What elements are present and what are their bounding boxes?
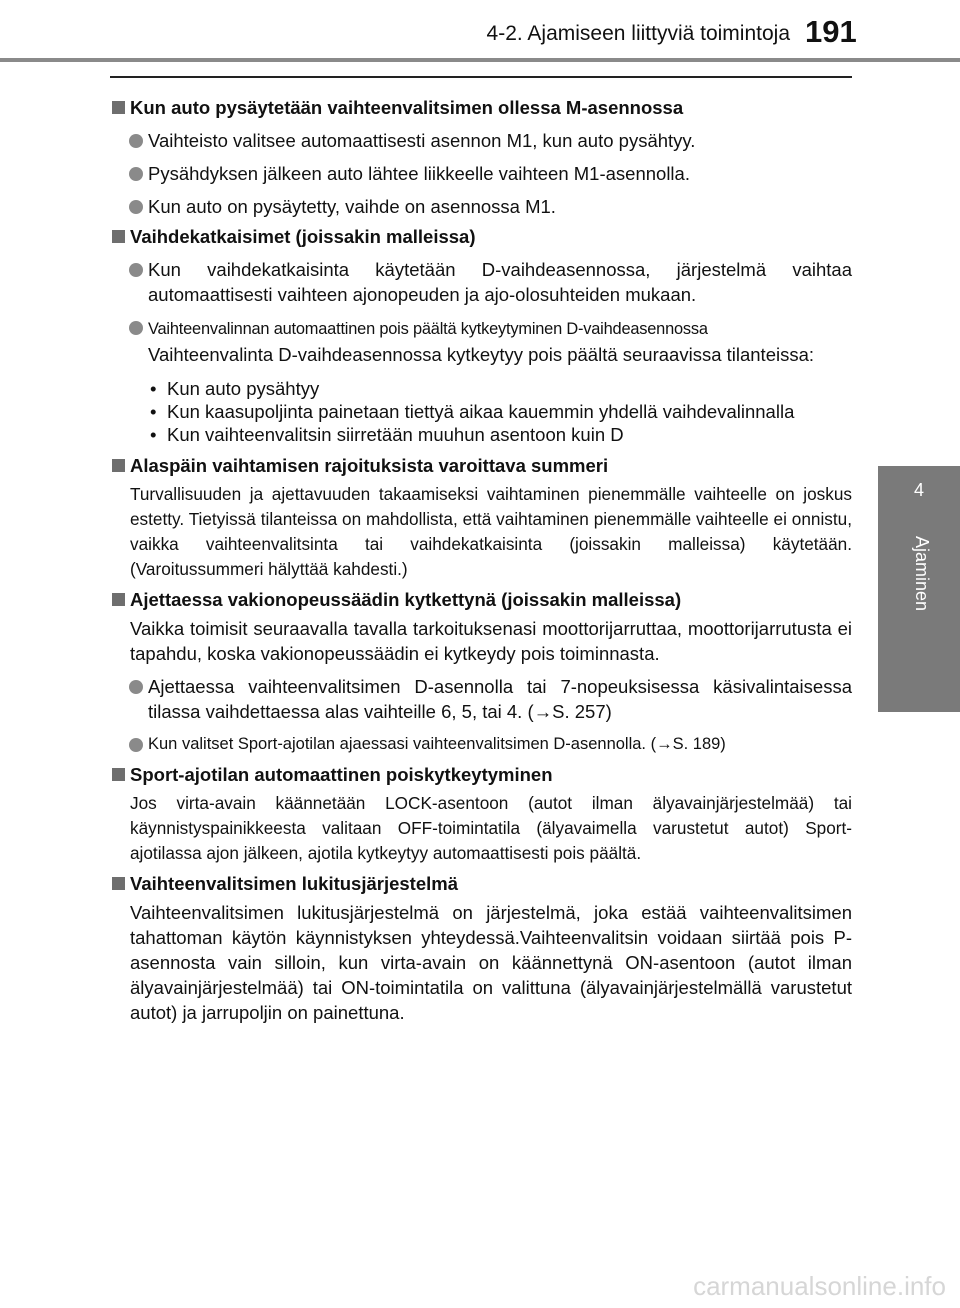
chapter-name: Ajaminen <box>912 536 932 612</box>
bullet-item <box>110 194 852 219</box>
content-top-rule <box>110 76 852 78</box>
sub-list <box>110 377 852 446</box>
sub-item-text: Kun vaihteenvalitsin siirretään muuhun asentoon kuin D <box>167 424 624 445</box>
sub-item-text: Kun auto pysähtyy <box>167 378 320 399</box>
round-bullet-icon <box>129 167 143 181</box>
heading-text: Sport-ajotilan automaattinen poiskytkeytyminen <box>130 764 553 785</box>
square-bullet-icon <box>112 593 125 606</box>
bullet-text: Kun valitset Sport-ajotilan ajaessasi vaihteenvalitsimen D-asennolla. (→S. 189) <box>148 735 726 753</box>
bullet-text: Vaihteisto valitsee automaattisesti asennon M1, kun auto pysähtyy. <box>148 130 696 151</box>
sub-bullet-icon: • <box>150 424 157 445</box>
heading-text: Alaspäin vaihtamisen rajoituksista varoittava summeri <box>130 455 609 476</box>
heading <box>110 225 852 249</box>
round-bullet-icon <box>129 321 143 335</box>
square-bullet-icon <box>112 230 125 243</box>
round-bullet-icon <box>129 134 143 148</box>
round-bullet-icon <box>129 680 143 694</box>
paragraph: Jos virta-avain käännetään LOCK-asentoon (autot ilman älyavainjärjestelmää) tai käynnistyspainikkeesta valitaan OFF-toimintatila (älyavaimella varustetut autot) Sport-ajotilassa ajon jälkeen, ajotila kytkeytyy automaattisesti pois päältä. <box>130 793 852 863</box>
sub-bullet-icon: • <box>150 378 157 399</box>
square-bullet-icon <box>112 101 125 114</box>
sub-bullet-icon: • <box>150 401 157 422</box>
page-content <box>110 90 852 1031</box>
chapter-side-tab[interactable] <box>878 466 960 712</box>
paragraph: Turvallisuuden ja ajettavuuden takaamiseksi vaihtaminen pienemmälle vaihteelle on joskus estetty. Tietyissä tilanteissa on mahdollista, että vaihtaminen pienemmälle vaihteelle ei onnistu, vaikka vaihteenvalitsinta tai vaihdekatkaisinta (joissakin malleissa) käytetään. (Varoitussummeri hälyttää kahdesti.) <box>130 484 852 579</box>
bullet-text: Kun vaihdekatkaisinta käytetään D-vaihdeasennossa, järjestelmä vaihtaa automaattisesti vaihteen ajonopeuden ja ajo-olosuhteiden mukaan. <box>148 259 852 305</box>
heading <box>110 588 852 612</box>
bullet-item <box>110 161 852 186</box>
bullet-text: Ajettaessa vaihteenvalitsimen D-asennolla tai 7-nopeuksisessa käsivalintaisessa tilassa vaihdettaessa alas vaihteille 6, 5, tai 4. (→S. 257) <box>148 676 852 722</box>
heading-text: Vaihteenvalitsimen lukitusjärjestelmä <box>130 873 459 894</box>
heading-text: Ajettaessa vakionopeussäädin kytkettynä (joissakin malleissa) <box>130 589 682 610</box>
bullet-text: Kun auto on pysäytetty, vaihde on asennossa M1. <box>148 196 556 217</box>
bullet-item <box>110 674 852 724</box>
round-bullet-icon <box>129 263 143 277</box>
sub-list-item <box>110 377 852 400</box>
page-number: 191 <box>805 14 857 49</box>
bullet-item <box>110 128 852 153</box>
round-bullet-icon <box>129 738 143 752</box>
chapter-number: 4 <box>913 480 924 500</box>
bullet-item <box>110 315 852 367</box>
paragraph: Vaikka toimisit seuraavalla tavalla tarkoituksenasi moottorijarruttaa, moottorijarrutusta ei tapahdu, koska vakionopeussäädin ei kytkeydy pois toiminnasta. <box>130 618 852 664</box>
round-bullet-icon <box>129 200 143 214</box>
header-rule <box>0 58 960 62</box>
heading <box>110 96 852 120</box>
watermark: carmanualsonline.info <box>693 1271 946 1301</box>
bullet-text: Vaihteenvalinta D-vaihdeasennossa kytkeytyy pois päältä seuraavissa tilanteissa: <box>148 344 815 365</box>
bullet-item <box>110 257 852 307</box>
bullet-text: Pysähdyksen jälkeen auto lähtee liikkeelle vaihteen M1-asennolla. <box>148 163 690 184</box>
page-header <box>0 0 960 62</box>
header-section-title: 4-2. Ajamiseen liittyviä toimintoja <box>486 22 790 45</box>
paragraph: Vaihteenvalitsimen lukitusjärjestelmä on järjestelmä, joka estää vaihteenvalitsimen tahattoman käytön käynnistyksen yhteydessä.Vaihteenvalitsin voidaan siirtää pois P-asennosta vain silloin, kun virta-avain on käännettynä ON-asentoon (autot ilman älyavainjärjestelmää) tai ON-toimintatila on valittuna (älyavainjärjestelmällä varustetut autot) ja jarrupoljin on painettuna. <box>130 902 852 1023</box>
heading <box>110 763 852 787</box>
bullet-title: Vaihteenvalinnan automaattinen pois päältä kytkeytyminen D-vaihdeasennossa <box>148 320 708 338</box>
heading <box>110 454 852 478</box>
square-bullet-icon <box>112 877 125 890</box>
heading-text: Vaihdekatkaisimet (joissakin malleissa) <box>130 226 476 247</box>
square-bullet-icon <box>112 459 125 472</box>
bullet-item <box>110 732 852 757</box>
sub-item-text: Kun kaasupoljinta painetaan tiettyä aikaa kauemmin yhdellä vaihdevalinnalla <box>167 401 795 422</box>
square-bullet-icon <box>112 768 125 781</box>
heading <box>110 872 852 896</box>
sub-list-item <box>110 400 852 423</box>
heading-text: Kun auto pysäytetään vaihteenvalitsimen ollessa M-asennossa <box>130 97 684 118</box>
sub-list-item <box>110 423 852 446</box>
